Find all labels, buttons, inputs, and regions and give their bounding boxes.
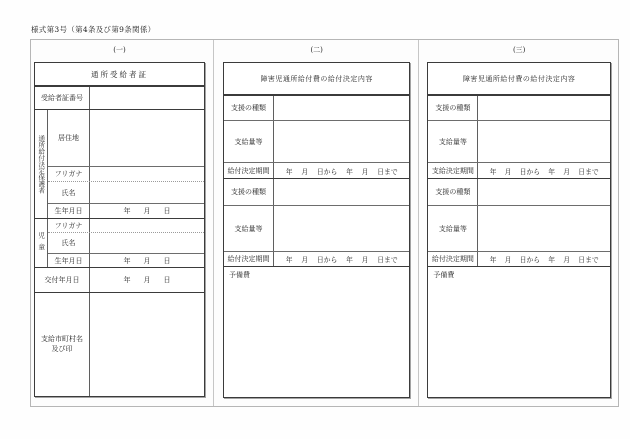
- supply-amount-row-2: [224, 206, 409, 252]
- page-frame: [30, 39, 619, 407]
- child-furigana-row: [48, 219, 204, 232]
- guardian-name-row: [48, 181, 204, 203]
- child-section-label: 児童: [35, 219, 48, 267]
- benefit-decision-table-2: [223, 62, 410, 398]
- panel-1-index: (一): [113, 46, 126, 54]
- guardian-address-label: 居住地: [48, 110, 90, 166]
- child-name-row: [48, 232, 204, 253]
- recipient-number-value: [90, 87, 204, 109]
- reserve-expense-label: 予備費: [228, 271, 250, 279]
- support-type-row-2: [224, 179, 409, 206]
- supply-decision-period-label: 支給決定期間: [428, 163, 478, 178]
- guardian-section-label: 通所給付決定保護者: [35, 110, 48, 218]
- issue-date-value: 年 月 日: [123, 276, 171, 284]
- benefit-period-label: 給付決定期間: [224, 163, 274, 178]
- child-name-label: 氏名: [48, 233, 90, 253]
- panel-1: [31, 40, 213, 406]
- supply-amount-row-1: [428, 121, 610, 163]
- guardian-furigana-row: [48, 166, 204, 181]
- benefit-period-value: 年 月 日から 年 月 日まで: [489, 256, 599, 264]
- certificate-table: [34, 62, 205, 397]
- guardian-address-value: [90, 110, 204, 166]
- guardian-name-label: 氏名: [48, 182, 90, 203]
- support-type-value: [274, 179, 409, 205]
- panel-3-index: (三): [512, 46, 526, 54]
- support-type-label: 支援の種類: [428, 179, 478, 205]
- panel-2: [213, 40, 418, 406]
- child-name-value: [90, 233, 204, 253]
- support-type-label: 支援の種類: [224, 179, 274, 205]
- municipality-label: 支給市町村名 及び印: [35, 293, 90, 396]
- benefit-decision-title-3: 障害児通所給付費の給付決定内容: [428, 63, 610, 96]
- child-section: [35, 219, 204, 268]
- municipality-row: [35, 293, 204, 396]
- supply-amount-label: 支給量等: [428, 121, 478, 162]
- child-birthdate-value: 年 月 日: [123, 256, 171, 265]
- reserve-expense-cell: [224, 267, 409, 397]
- benefit-decision-table-3: [427, 62, 611, 398]
- support-type-row-1: [428, 96, 610, 121]
- guardian-name-value: [90, 182, 204, 203]
- guardian-birthdate-label: 生年月日: [48, 204, 90, 218]
- certificate-title: 通所受給者証: [35, 63, 204, 87]
- supply-amount-label: 支給量等: [428, 206, 478, 251]
- benefit-period-label: 給付決定期間: [224, 252, 274, 266]
- support-type-label: 支援の種類: [224, 96, 274, 120]
- support-type-row-2: [428, 179, 610, 206]
- support-type-label: 支援の種類: [428, 96, 478, 120]
- form-number-label: 様式第3号（第4条及び第9条関係）: [31, 25, 156, 34]
- guardian-birthdate-value: 年 月 日: [123, 207, 171, 215]
- guardian-section: [35, 110, 204, 219]
- supply-amount-row-2: [428, 206, 610, 252]
- support-type-value: [478, 96, 610, 120]
- supply-decision-period-value: 年 月 日から 年 月 日まで: [489, 167, 599, 176]
- support-type-value: [478, 179, 610, 205]
- supply-amount-row-1: [224, 121, 409, 163]
- child-furigana-label: フリガナ: [48, 219, 90, 232]
- benefit-period-row-2: [224, 252, 409, 267]
- guardian-birthdate-row: [48, 203, 204, 218]
- benefit-period-label: 給付決定期間: [428, 252, 478, 266]
- guardian-furigana-label: フリガナ: [48, 167, 90, 181]
- child-furigana-value: [90, 219, 204, 232]
- supply-amount-value: [274, 121, 409, 162]
- guardian-address-row: [48, 110, 204, 166]
- panel-2-index: (二): [310, 46, 323, 54]
- benefit-period-value: 年 月 日から 年 月 日まで: [285, 167, 398, 176]
- issue-date-label: 交付年月日: [35, 268, 90, 292]
- supply-amount-value: [478, 206, 610, 251]
- municipality-seal-area: [90, 293, 204, 396]
- benefit-decision-title-2: 障害児通所給付費の給付決定内容: [224, 63, 409, 96]
- recipient-number-row: [35, 87, 204, 110]
- child-rows: [48, 219, 204, 267]
- supply-amount-label: 支給量等: [224, 121, 274, 162]
- supply-amount-label: 支給量等: [224, 206, 274, 251]
- supply-decision-period-row: [428, 163, 610, 179]
- reserve-expense-cell: [428, 267, 610, 397]
- child-birthdate-row: [48, 253, 204, 267]
- supply-amount-value: [274, 206, 409, 251]
- benefit-period-row-1: [224, 163, 409, 179]
- issue-date-row: [35, 268, 204, 293]
- reserve-expense-label: 予備費: [433, 271, 455, 279]
- benefit-period-row-2: [428, 252, 610, 267]
- panel-3: [418, 40, 618, 406]
- support-type-value: [274, 96, 409, 120]
- recipient-number-label: 受給者証番号: [35, 87, 90, 109]
- benefit-period-value: 年 月 日から 年 月 日まで: [285, 256, 398, 264]
- guardian-rows: [48, 110, 204, 218]
- supply-amount-value: [478, 121, 610, 162]
- child-birthdate-label: 生年月日: [48, 254, 90, 267]
- guardian-furigana-value: [90, 167, 204, 181]
- support-type-row-1: [224, 96, 409, 121]
